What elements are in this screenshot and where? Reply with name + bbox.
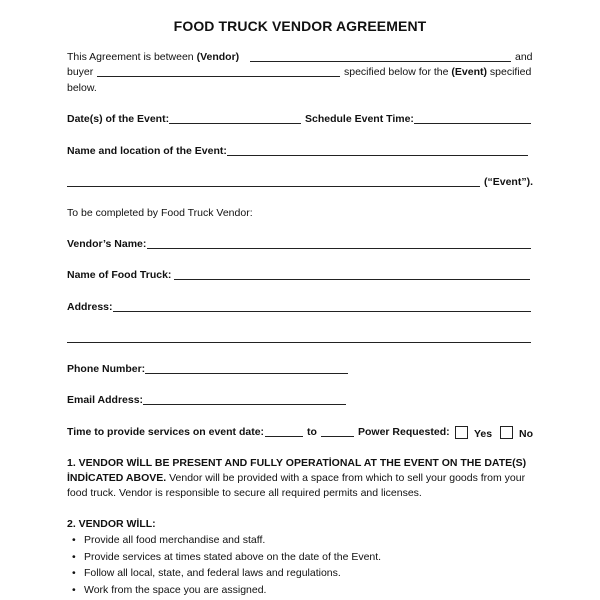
list-item: • Provide all food merchandise and staff.	[68, 532, 381, 549]
email-field[interactable]	[143, 404, 346, 405]
power-requested-label: Power Requested:	[358, 426, 450, 438]
intro-vendor-label: (Vendor)	[196, 51, 240, 63]
truck-name-label: Name of Food Truck:	[67, 269, 172, 281]
time-services-label: Time to provide services on event date:	[67, 426, 265, 438]
event-dates-blank[interactable]	[169, 123, 301, 124]
time-to-label: to	[307, 426, 317, 438]
email-label: Email Address:	[67, 394, 144, 406]
intro-specified-text: specified below for the	[344, 66, 449, 78]
power-no-label: No	[519, 428, 533, 440]
vendor-section-intro: To be completed by Food Truck Vendor:	[67, 207, 253, 219]
intro-below: below.	[67, 82, 97, 94]
buyer-name-blank[interactable]	[97, 76, 340, 77]
event-dates-label: Date(s) of the Event:	[67, 113, 170, 125]
intro-line-1	[67, 51, 239, 64]
section2-list	[68, 532, 381, 598]
address-field-1[interactable]	[113, 311, 531, 312]
event-name-label: Name and location of the Event:	[67, 145, 227, 157]
intro-specified-end: specified	[489, 66, 532, 78]
section1-line2	[67, 472, 525, 485]
section1-heading-line2: İNDİCATED ABOVE.	[67, 472, 167, 484]
power-yes-checkbox[interactable]	[455, 426, 468, 439]
power-no-checkbox[interactable]	[500, 426, 513, 439]
address-field-2[interactable]	[67, 342, 531, 343]
intro-buyer: buyer	[67, 66, 94, 78]
vendor-name-field[interactable]	[147, 248, 531, 249]
document-title: FOOD TRUCK VENDOR AGREEMENT	[173, 18, 427, 34]
event-location-blank[interactable]	[67, 186, 480, 187]
time-start-field[interactable]	[265, 436, 303, 437]
address-label: Address:	[67, 301, 113, 313]
event-name-blank[interactable]	[227, 155, 528, 156]
section2-heading: 2. VENDOR WİLL:	[67, 518, 156, 530]
list-item: • Work from the space you are assigned.	[68, 582, 381, 599]
event-suffix: (“Event”).	[484, 176, 534, 188]
section1-text-line3: food truck. Vendor is responsible to secure all required permits and licenses.	[67, 487, 422, 499]
vendor-name-blank[interactable]	[250, 61, 511, 62]
intro-event-label: (Event)	[451, 66, 487, 78]
intro-line-2-rest	[344, 66, 531, 79]
section1-heading-line1: 1. VENDOR WİLL BE PRESENT AND FULLY OPERATİONAL AT THE EVENT ON THE DATE(S)	[67, 457, 527, 469]
power-no-option[interactable]	[494, 426, 533, 441]
intro-and: and	[515, 51, 533, 63]
power-yes-option[interactable]	[449, 426, 492, 441]
list-item: • Provide services at times stated above on the date of the Event.	[68, 549, 381, 566]
phone-field[interactable]	[145, 373, 348, 374]
time-end-field[interactable]	[321, 436, 354, 437]
event-time-label: Schedule Event Time:	[305, 113, 414, 125]
intro-text-between: This Agreement is between	[67, 51, 194, 63]
phone-label: Phone Number:	[67, 363, 146, 375]
list-item: • Follow all local, state, and federal laws and regulations.	[68, 565, 381, 582]
event-time-blank[interactable]	[414, 123, 531, 124]
truck-name-field[interactable]	[174, 279, 530, 280]
vendor-name-label: Vendor’s Name:	[67, 238, 147, 250]
power-yes-label: Yes	[474, 428, 493, 440]
section1-text-line2: Vendor will be provided with a space from which to sell your goods from your	[169, 472, 526, 484]
